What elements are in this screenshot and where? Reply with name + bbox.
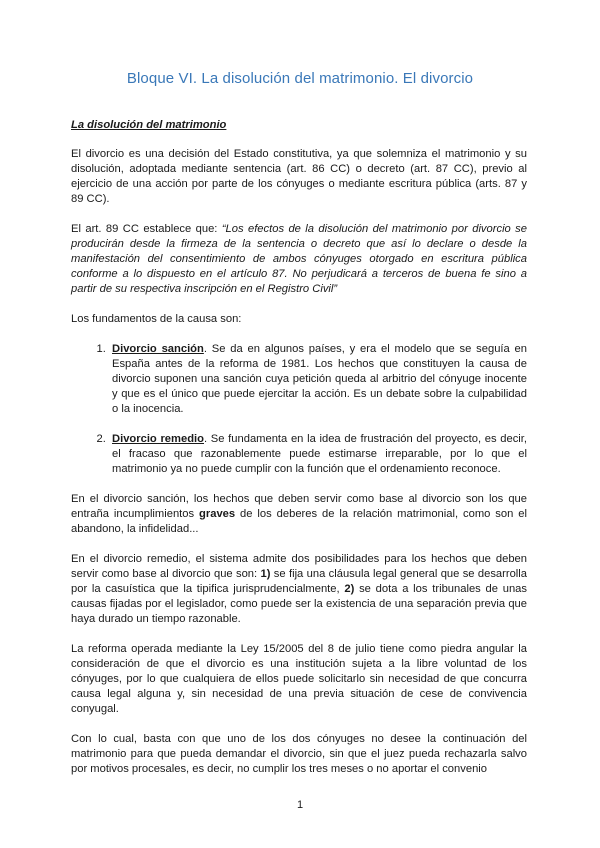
enumeration-marker: 2) [344, 583, 355, 595]
causes-list [71, 342, 527, 477]
article-89-quote: “Los efectos de la disolución del matrimonio por divorcio se producirán desde la firmeza de la sentencia o decreto que así lo declare o desde la manifestación del consentimiento de ambos cónyuges otorgado en escritura pública conforme a lo dispuesto en el artículo 87. No perjudicará a terceros de buena fe sino a partir de su respectiva inscripción en el Registro Civil” [71, 223, 527, 295]
article-89-intro: El art. 89 CC establece que: [71, 223, 222, 235]
paragraph-reform: La reforma operada mediante la Ley 15/2005 del 8 de julio tiene como piedra angular la consideración de que el divorcio es una institución sujeta a la libre voluntad de los cónyuges, por lo que cualquiera de ellos puede solicitarlo sin necesidad de que concurra causa legal alguna y, sin necesidad de una previa situación de cese de convivencia conyugal. [71, 643, 527, 715]
paragraph-remedy [71, 552, 527, 627]
list-item [109, 432, 527, 477]
text-fragment: de los deberes de la relación matrimonial, como son el abandono, la infidelidad... [71, 508, 527, 535]
emphasis-graves: graves [199, 508, 236, 520]
paragraph-foundations-intro: Los fundamentos de la causa son: [71, 313, 242, 325]
cause-description: . Se fundamenta en la idea de frustración del proyecto, es decir, el fracaso que razonablemente puede estimarse irreparable, por lo que el matrimonio ya no puede cumplir con la función que el ordenamiento reconoce. [112, 433, 527, 475]
text-fragment: En el divorcio sanción, los hechos que deben servir como base al divorcio son los que entraña incumplimientos [71, 493, 527, 520]
paragraph-conclusion: Con lo cual, basta con que uno de los dos cónyuges no desee la continuación del matrimonio para que pueda demandar el divorcio, sin que el juez pueda rechazarla salvo por motivos procesales, es decir, no cumplir los tres meses o no aportar el convenio [71, 733, 527, 775]
cause-term: Divorcio remedio [112, 433, 204, 445]
list-item [109, 342, 527, 417]
text-fragment: En el divorcio remedio, el sistema admite dos posibilidades para los hechos que deben servir como base al divorcio que son: [71, 553, 527, 580]
section-heading: La disolución del matrimonio [71, 119, 227, 131]
paragraph-sanction [71, 492, 527, 537]
document-title: Bloque VI. La disolución del matrimonio. El divorcio [126, 70, 474, 87]
enumeration-marker: 1) [260, 568, 271, 580]
text-fragment: se dota a los tribunales de unas causas fijadas por el legislador, como puede ser la existencia de una separación previa que haya durado un tiempo razonable. [71, 583, 527, 625]
page-number: 1 [296, 799, 304, 811]
paragraph-article-89 [71, 222, 527, 297]
document-body [71, 118, 527, 792]
cause-description: . Se da en algunos países, y era el modelo que se seguía en España antes de la reforma de 1981. Los hechos que constituyen la causa de divorcio suponen una sanción cuya petición queda al arbitrio del cónyuge inocente y que es el único que puede ejercitar la acción. Es un debate sobre la culpabilidad o la inocencia. [112, 343, 527, 415]
cause-term: Divorcio sanción [112, 343, 204, 355]
text-fragment: se fija una cláusula legal general que se desarrolla por la casuística que la tipifica jurisprudencialmente, [71, 568, 528, 595]
paragraph-definition: El divorcio es una decisión del Estado constitutiva, ya que solemniza el matrimonio y su disolución, adoptada mediante sentencia (art. 86 CC) o decreto (art. 87 CC), previo al ejercicio de una acción por parte de los cónyuges o mediante escritura pública (arts. 87 y 89 CC). [71, 148, 527, 205]
